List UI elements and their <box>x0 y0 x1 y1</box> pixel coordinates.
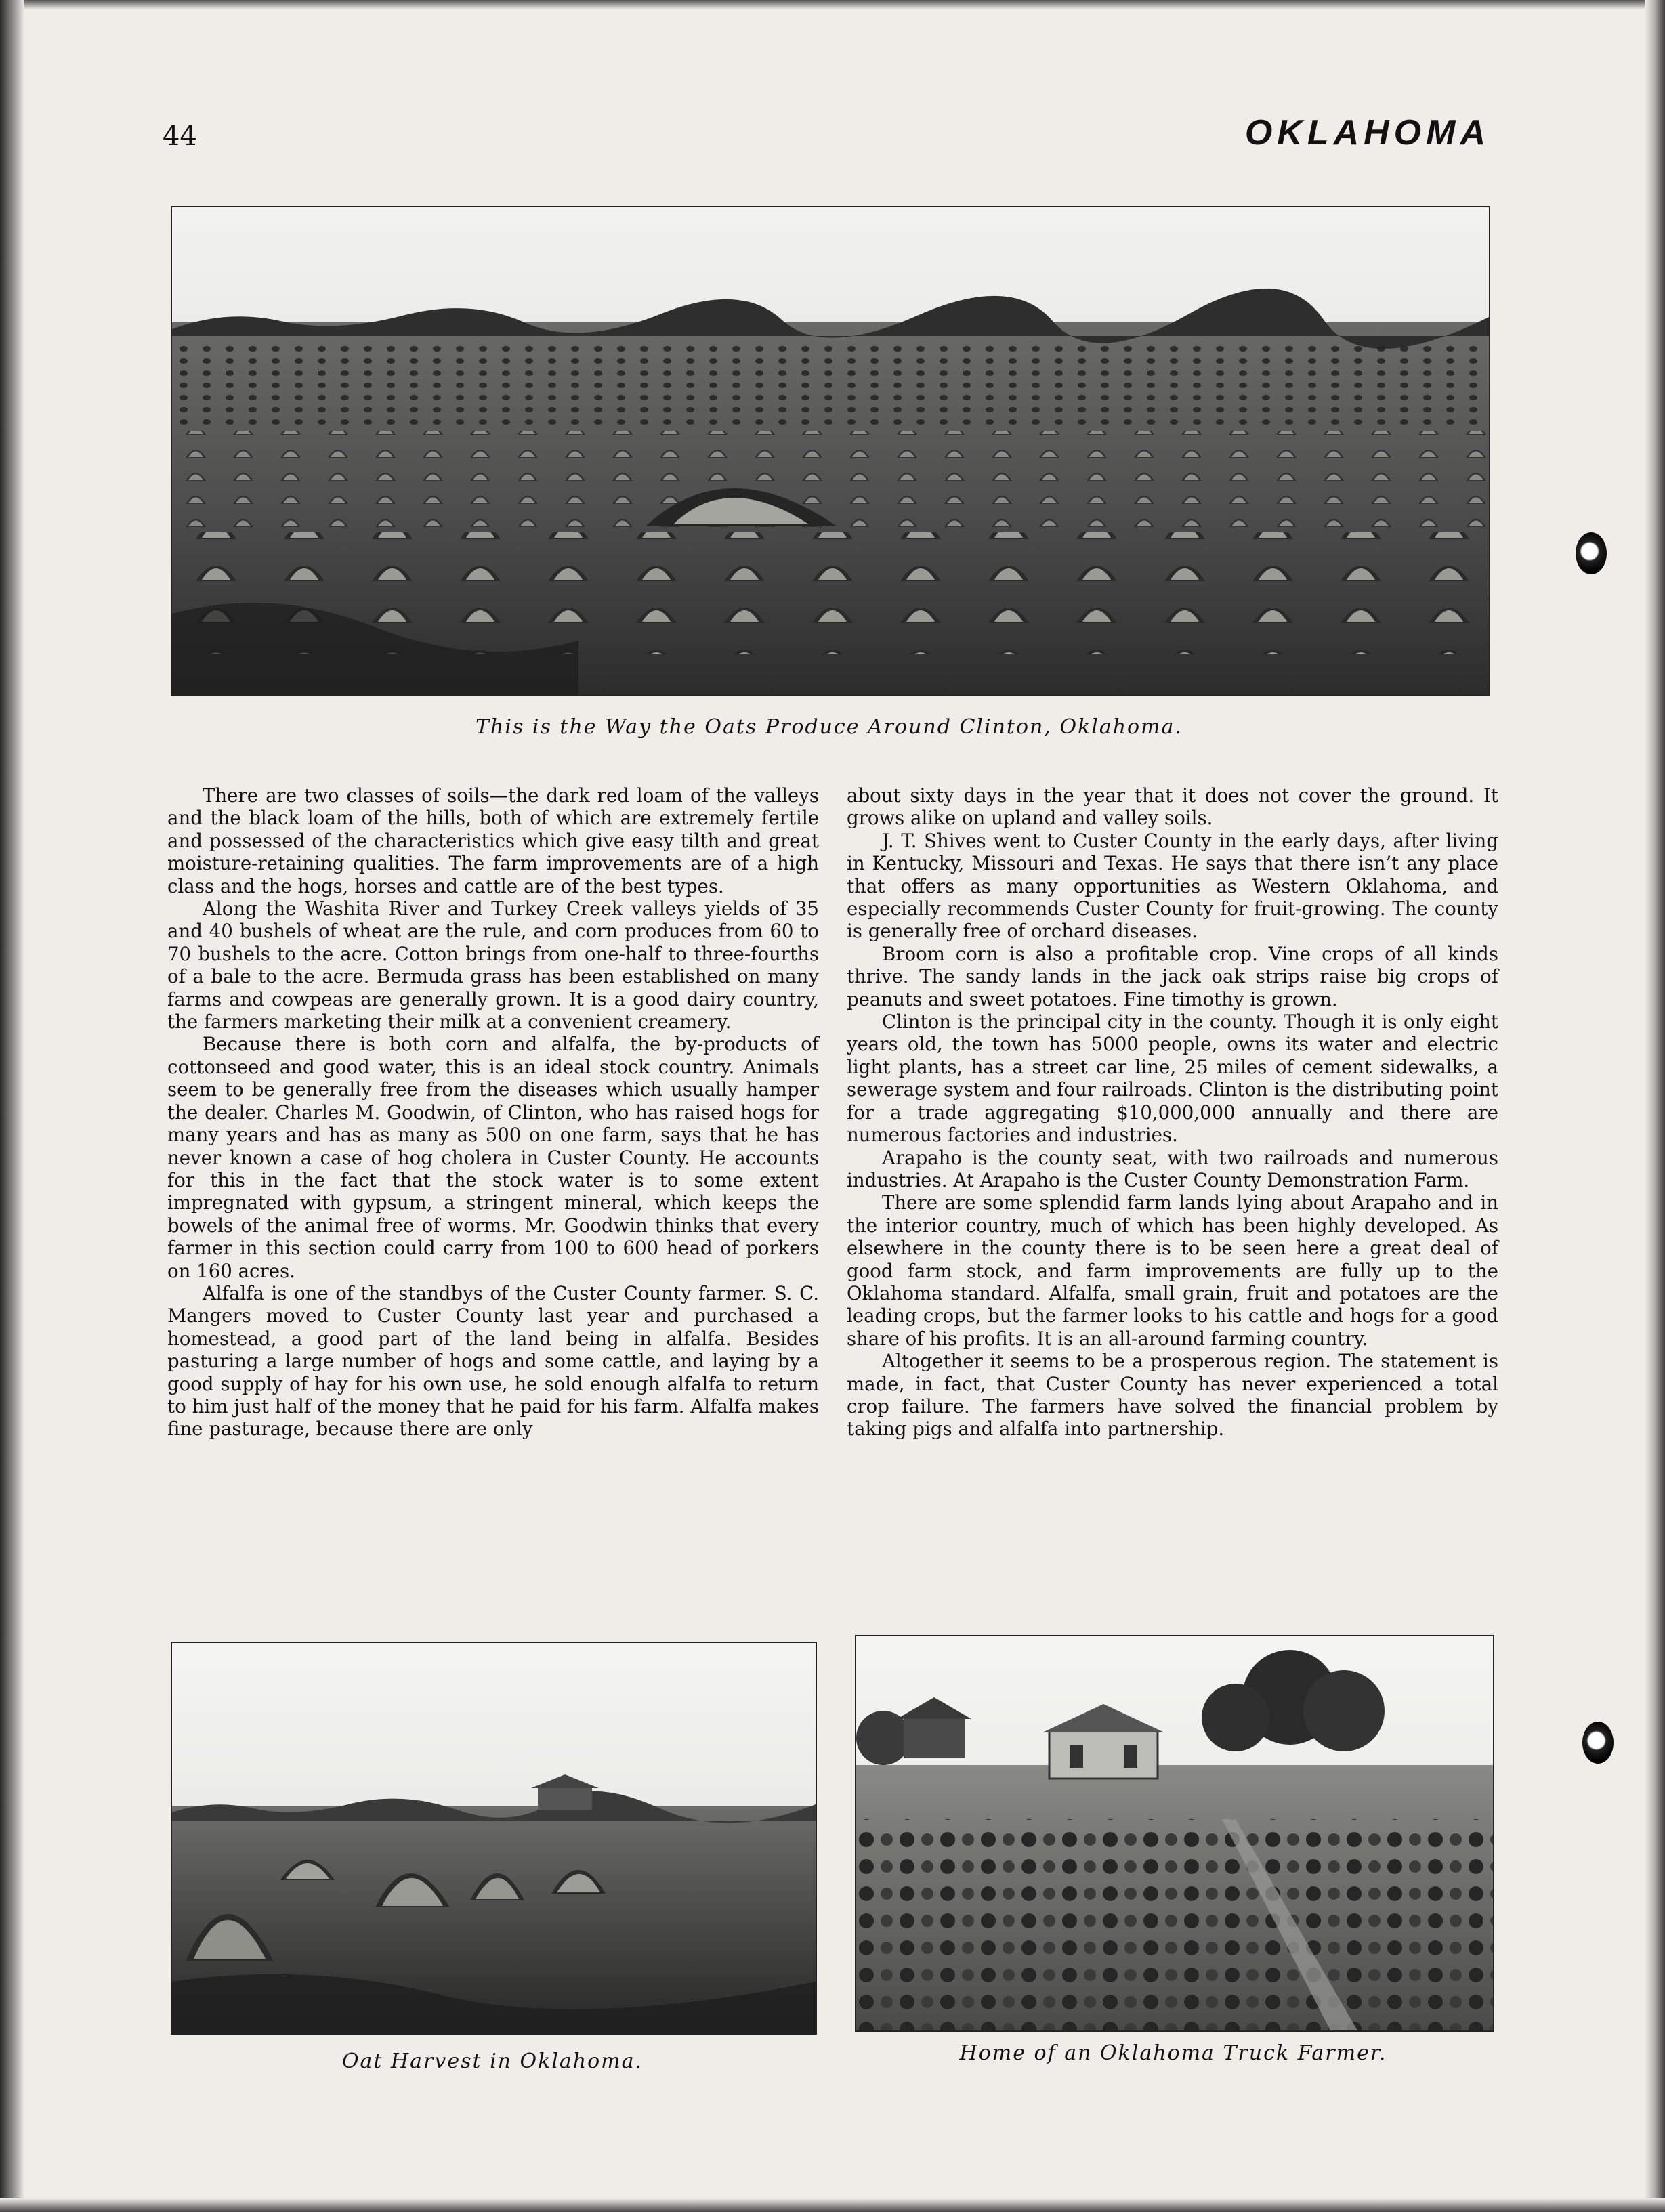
paragraph-alfalfa: Alfalfa is one of the standbys of the Custer County farmer. S. C. Mangers moved to Custer County last year and purchased a homestead, a good part of the land being in alfalfa. Besides pasturing a large number of hogs and some cattle, and laying by a good supply of hay for his own use, he sold enough alfalfa to return to him just half of the money that he paid for his farm. Alfalfa makes fine pasturage, because there are only <box>167 1281 819 1441</box>
caption-top-photo: This is the Way the Oats Produce Around Clinton, Oklahoma. <box>476 715 1183 739</box>
oat-field-illustration <box>172 207 1489 695</box>
photo-truck-farm <box>855 1635 1494 2032</box>
caption-bottom-left-photo: Oat Harvest in Oklahoma. <box>341 2049 644 2073</box>
punch-hole-lower <box>1582 1722 1614 1764</box>
oat-harvest-illustration <box>172 1643 816 2033</box>
paragraph-farm-lands: There are some splendid farm lands lying about Arapaho and in the interior country, much of which has been highly developed. As elsewhere in the county there is to be seen here a great deal of good farm stock, and farm improvements are fully up to the Oklahoma standard. Alfalfa, small grain, fruit and potatoes are the leading crops, but the farmer looks to his cattle and hogs for a good share of his profits. It is an all-around farming country. <box>847 1191 1498 1350</box>
running-head: OKLAHOMA <box>1244 113 1490 152</box>
caption-bottom-right-photo: Home of an Oklahoma Truck Farmer. <box>959 2041 1387 2065</box>
truck-farm-illustration <box>856 1636 1493 2030</box>
paragraph-stock-country: Because there is both corn and alfalfa, the by-products of cottonseed and good water, this is an ideal stock country. Animals seem to be generally free from the diseases which usually hamper the dealer. Charles M. Goodwin, of Clinton, who has raised hogs for many years and has as many as 500 on one farm, says that he has never known a case of hog cholera in Custer County. He accounts for this in the fact that the stock water is to some extent impregnated with gypsum, a stringent mineral, which keeps the bowels of the animal free of worms. Mr. Goodwin thinks that every farmer in this section could carry from 100 to 600 head of porkers on 160 acres. <box>167 1033 819 1282</box>
scan-edge-bottom <box>0 2198 1665 2212</box>
scan-edge-top <box>0 0 1665 9</box>
paragraph-arapaho: Arapaho is the county seat, with two railroads and numerous industries. At Arapaho is the Custer County Demonstration Farm. <box>847 1146 1498 1191</box>
scan-edge-left <box>0 0 24 2212</box>
paragraph-alfalfa-continued: about sixty days in the year that it does not cover the ground. It grows alike on upland and valley soils. <box>847 784 1498 830</box>
article-right-column <box>847 784 1498 1441</box>
paragraph-clinton: Clinton is the principal city in the county. Though it is only eight years old, the town has 5000 people, owns its water and electric light plants, has a street car line, 25 miles of cement sidewalks, a sewerage system and four railroads. Clinton is the distributing point for a trade aggregating $10,000,000 annually and there are numerous factories and industries. <box>847 1011 1498 1147</box>
paragraph-prosperous-region: Altogether it seems to be a prosperous region. The statement is made, in fact, that Custer County has never experienced a total crop failure. The farmers have solved the financial problem by taking pigs and alfalfa into partnership. <box>847 1350 1498 1441</box>
paragraph-shives: J. T. Shives went to Custer County in the early days, after living in Kentucky, Missouri and Texas. He says that there isn’t any place that offers as many opportunities as Western Oklahoma, and especially recommends Custer County for fruit-growing. The county is generally free of orchard diseases. <box>847 829 1498 943</box>
paragraph-broom-corn: Broom corn is also a profitable crop. Vine crops of all kinds thrive. The sandy lands in the jack oak strips raise big crops of peanuts and sweet potatoes. Fine timothy is grown. <box>847 942 1498 1011</box>
paragraph-washita-valleys: Along the Washita River and Turkey Creek valleys yields of 35 and 40 bushels of wheat are the rule, and corn produces from 60 to 70 bushels to the acre. Cotton brings from one-half to three-fourths of a bale to the acre. Bermuda grass has been established on many farms and cowpeas are generally grown. It is a good dairy country, the farmers marketing their milk at a convenient creamery. <box>167 897 819 1034</box>
punch-hole-upper <box>1576 532 1607 574</box>
scan-edge-right <box>1645 0 1665 2212</box>
page-number: 44 <box>163 121 197 152</box>
article-left-column <box>167 784 819 1441</box>
paragraph-soils: There are two classes of soils—the dark red loam of the valleys and the black loam of the hills, both of which are extremely fertile and possessed of the characteristics which give easy tilth and great moisture-retaining qualities. The farm improvements are of a high class and the hogs, horses and cattle are of the best types. <box>167 784 819 897</box>
photo-oat-field-clinton <box>171 206 1490 696</box>
photo-oat-harvest <box>171 1642 817 2035</box>
